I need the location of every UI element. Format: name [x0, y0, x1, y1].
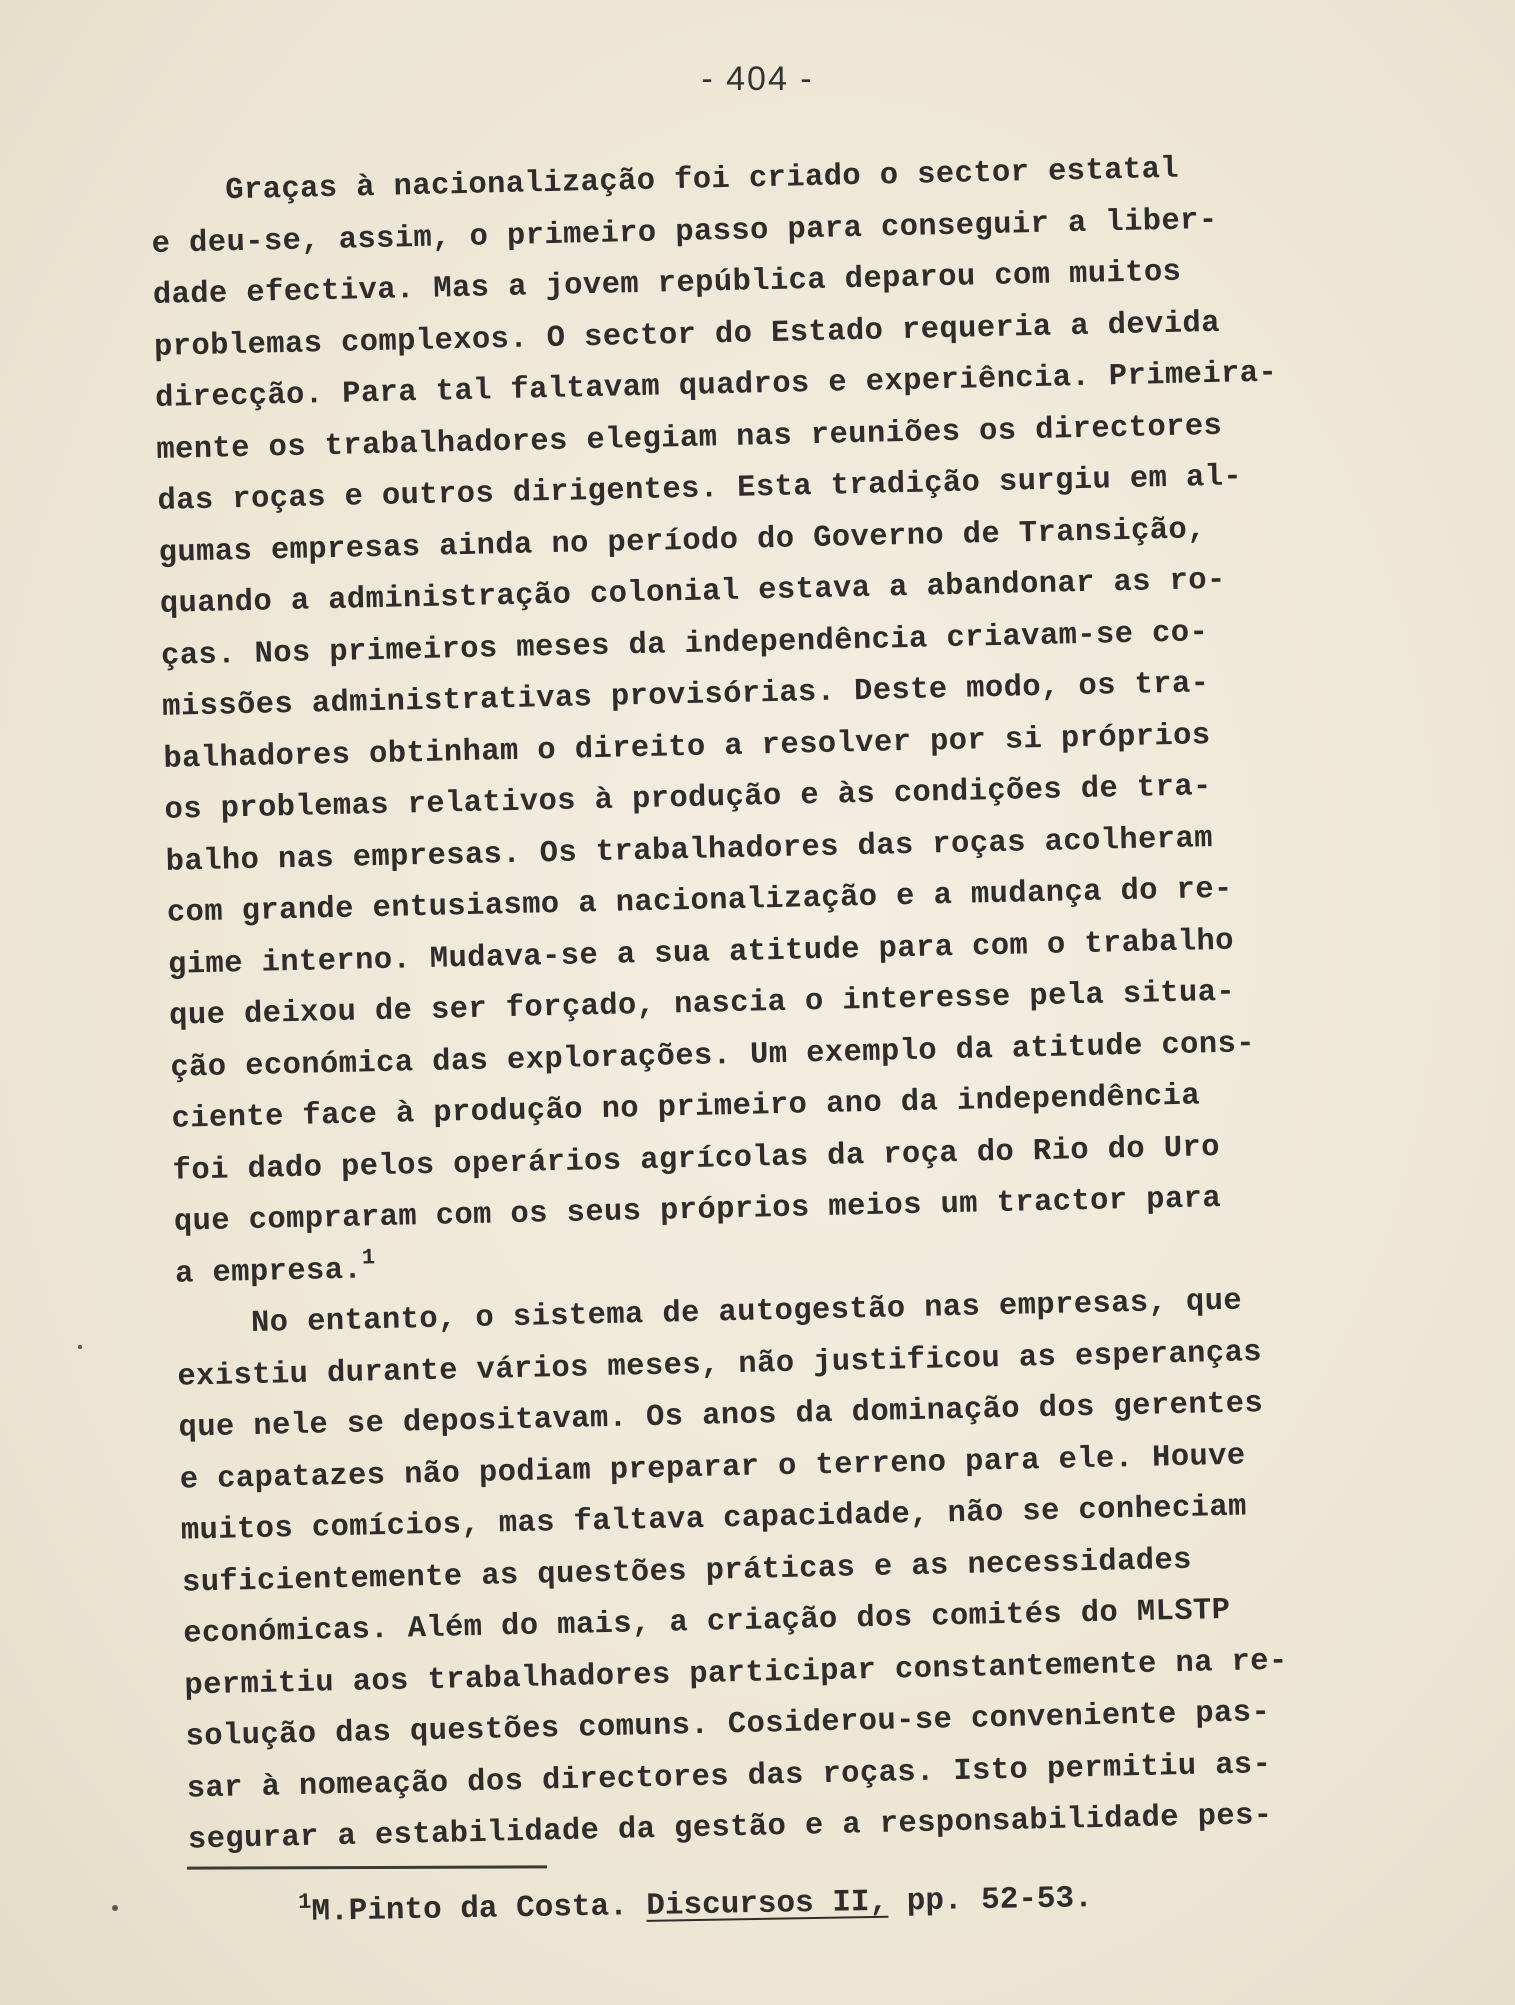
footnote-pages: pp. 52-53.: [887, 1881, 1094, 1920]
text-line: mente os trabalhadores elegiam nas reuniões os directores: [156, 409, 1223, 468]
text-line: que deixou de ser forçado, nascia o interesse pela situa-: [168, 975, 1236, 1034]
text-line: segurar a estabilidade da gestão e a responsabilidade pes-: [187, 1798, 1273, 1858]
text-line: os problemas relativos à produção e às condições de tra-: [164, 770, 1213, 828]
footnote-marker: 1: [297, 1889, 312, 1915]
footnote-author: M.Pinto da Costa.: [311, 1888, 647, 1930]
footnote: [298, 1881, 1093, 1930]
text-line: direcção. Para tal faltavam quadros e experiência. Primeira-: [154, 356, 1278, 416]
text-line: e capatazes não podiam preparar o terreno para ele. Houve: [179, 1438, 1246, 1498]
text-line: a empresa.: [174, 1252, 363, 1292]
text-line: foi dado pelos operários agrícolas da roça do Rio do Uro: [172, 1130, 1221, 1189]
body-text: [150, 140, 1438, 1867]
stray-ink-mark: [78, 1345, 82, 1349]
text-line: ção económica das explorações. Um exemplo da atitude cons-: [170, 1026, 1256, 1086]
stray-ink-mark: [112, 1905, 118, 1911]
text-line: com grande entusiasmo a nacionalização e a mudança do re-: [166, 872, 1234, 931]
text-line: quando a administração colonial estava a abandonar as ro-: [159, 563, 1227, 622]
text-line: gime interno. Mudava-se a sua atitude para com o trabalho: [167, 924, 1235, 983]
text-line: muitos comícios, mas faltava capacidade, não se conheciam: [180, 1490, 1248, 1549]
text-line: balho nas empresas. Os trabalhadores das roças acolheram: [165, 821, 1214, 880]
text-line: das roças e outros dirigentes. Esta tradição surgiu em al-: [157, 460, 1243, 519]
text-line: gumas empresas ainda no período do Governo de Transição,: [158, 512, 1207, 571]
text-line: problemas complexos. O sector do Estado requeria a devida: [153, 306, 1221, 365]
text-line: missões administrativas provisórias. Deste modo, os tra-: [161, 667, 1210, 725]
text-line: económicas. Além do mais, a criação dos comités do MLSTP: [182, 1593, 1231, 1652]
text-line: balhadores obtinham o direito a resolver por si próprios: [163, 718, 1211, 777]
footnote-divider: [187, 1865, 547, 1869]
text-line: dade efectiva. Mas a jovem república deparou com muitos: [152, 255, 1182, 313]
text-line: e deu-se, assim, o primeiro passo para conseguir a liber-: [151, 203, 1218, 262]
text-line: que compraram com os seus próprios meios um tractor para: [173, 1181, 1222, 1240]
page-number: - 404 -: [701, 60, 814, 98]
text-line: suficientemente as questões práticas e as necessidades: [181, 1543, 1193, 1601]
text-line: que nele se depositavam. Os anos da dominação dos gerentes: [178, 1387, 1264, 1446]
text-line: solução das questões comuns. Cosiderou-se conveniente pas-: [185, 1695, 1271, 1755]
text-line: ciente face à produção no primeiro ano da independência: [171, 1079, 1201, 1137]
text-line: sar à nomeação dos directores das roças. Isto permitiu as-: [186, 1747, 1272, 1807]
text-line: No entanto, o sistema de autogestão nas empresas, que: [175, 1284, 1243, 1343]
text-line: ças. Nos primeiros meses da independência criavam-se co-: [160, 615, 1209, 674]
text-line: permitiu aos trabalhadores participar constantemente na re-: [184, 1644, 1289, 1704]
text-line: existiu durante vários meses, não justificou as esperanças: [177, 1335, 1263, 1395]
footnote-reference: 1: [361, 1244, 376, 1270]
footnote-title: Discursos II,: [646, 1884, 889, 1924]
text-line: Graças à nacionalização foi criado o sector estatal: [150, 152, 1180, 210]
